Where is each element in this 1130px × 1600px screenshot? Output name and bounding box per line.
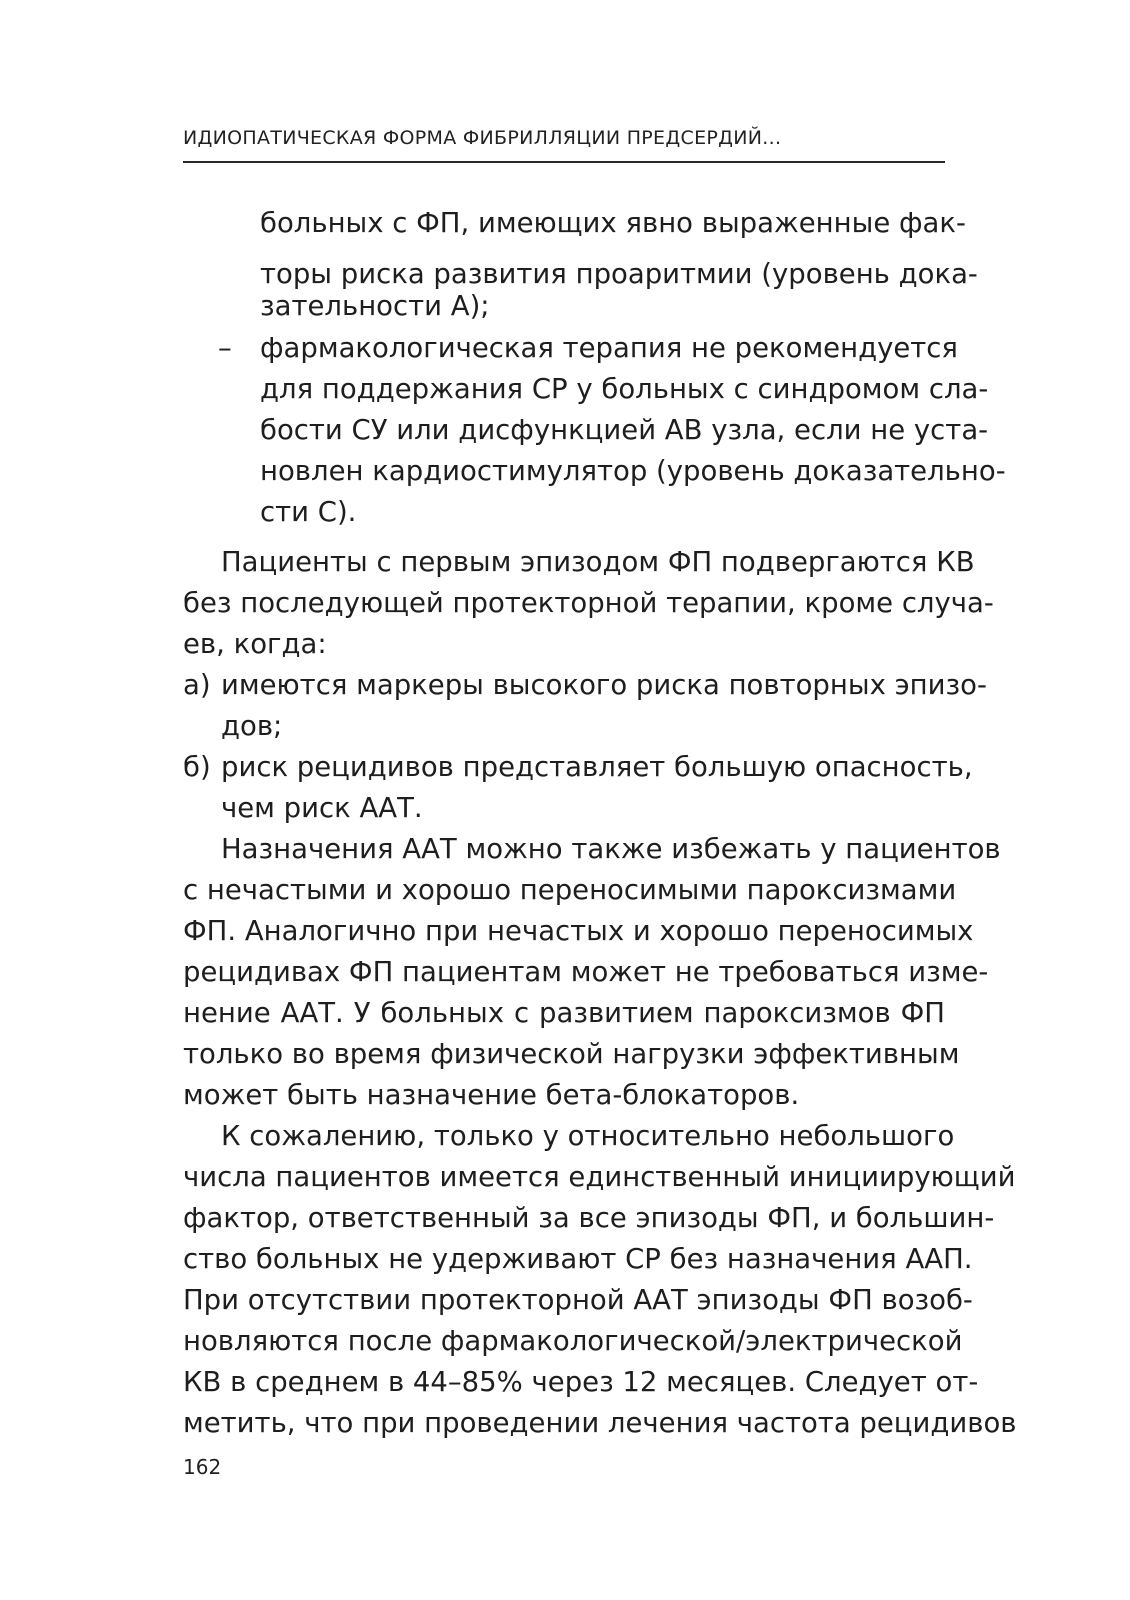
paragraph-line: При отсутствии протекторной ААТ эпизоды ФП возоб-	[183, 1284, 973, 1316]
paragraph-line: ев, когда:	[183, 628, 327, 660]
paragraph-line: с нечастыми и хорошо переносимыми пароксизмами	[183, 874, 957, 906]
paragraph-line: Пациенты с первым эпизодом ФП подвергаются КВ	[221, 546, 975, 578]
dash-item-line: для поддержания СР у больных с синдромом сла-	[260, 373, 989, 405]
list-item-a-line: имеются маркеры высокого риска повторных эпизо-	[221, 669, 987, 701]
dash-item-line: бости СУ или дисфункцией АВ узла, если не уста-	[260, 414, 989, 446]
paragraph-line: метить, что при проведении лечения частота рецидивов	[183, 1407, 1017, 1439]
paragraph-line: К сожалению, только у относительно небольшого	[221, 1120, 955, 1152]
dash-item-line: новлен кардиостимулятор (уровень доказательно-	[260, 455, 1006, 487]
paragraph-line: ФП. Аналогично при нечастых и хорошо переносимых	[183, 915, 974, 947]
page-number: 162	[183, 1455, 222, 1479]
paragraph-line: без последующей протекторной терапии, кроме случа-	[183, 587, 994, 619]
paragraph-line: рецидивах ФП пациентам может не требоваться изме-	[183, 956, 989, 988]
paragraph-line: ство больных не удерживают СР без назначения ААП.	[183, 1243, 973, 1275]
list-continuation-line: зательности А);	[260, 290, 490, 322]
list-marker-b: б)	[183, 751, 211, 783]
list-item-a-line: дов;	[221, 710, 283, 742]
paragraph-line: может быть назначение бета-блокаторов.	[183, 1079, 800, 1111]
dash-bullet: –	[218, 332, 232, 364]
list-continuation-line: больных с ФП, имеющих явно выраженные фак-	[260, 207, 966, 239]
list-marker-a: а)	[183, 669, 211, 701]
running-header-title: ИДИОПАТИЧЕСКАЯ ФОРМА ФИБРИЛЛЯЦИИ ПРЕДСЕРДИЙ...	[183, 127, 782, 149]
running-header	[183, 123, 945, 163]
list-item-b-line: чем риск ААТ.	[221, 792, 423, 824]
dash-item-line: сти С).	[260, 496, 357, 528]
paragraph-line: новляются после фармакологической/электрической	[183, 1325, 963, 1357]
paragraph-line: нение ААТ. У больных с развитием пароксизмов ФП	[183, 997, 945, 1029]
paragraph-line: фактор, ответственный за все эпизоды ФП, и большин-	[183, 1202, 995, 1234]
list-item-b-line: риск рецидивов представляет большую опасность,	[221, 751, 973, 783]
dash-item-line: фармакологическая терапия не рекомендуется	[260, 332, 958, 364]
list-continuation-line: торы риска развития проаритмии (уровень дока-	[260, 258, 978, 290]
paragraph-line: только во время физической нагрузки эффективным	[183, 1038, 960, 1070]
paragraph-line: КВ в среднем в 44–85% через 12 месяцев. Следует от-	[183, 1366, 979, 1398]
paragraph-line: числа пациентов имеется единственный инициирующий	[183, 1161, 1016, 1193]
paragraph-line: Назначения ААТ можно также избежать у пациентов	[221, 833, 1001, 865]
